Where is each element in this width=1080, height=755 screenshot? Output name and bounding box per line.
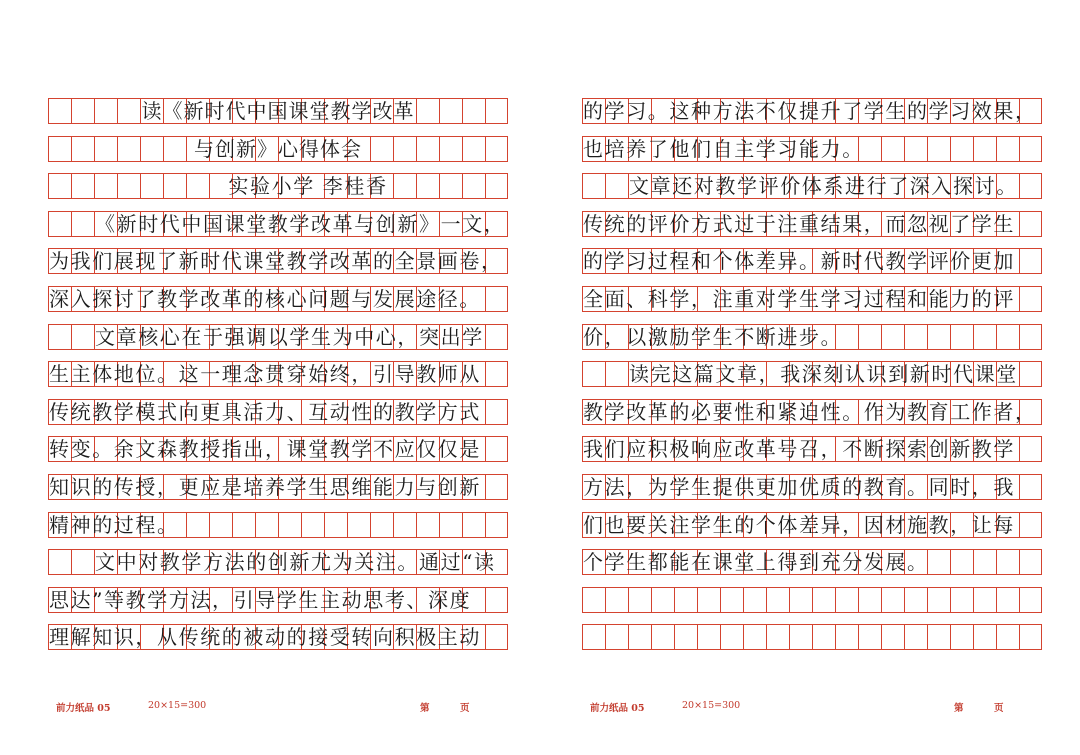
grid-row [582,136,1042,162]
grid-row [582,211,1042,237]
grid-row [48,399,508,425]
grid-row [582,324,1042,350]
grid-row-empty [582,624,1042,650]
essay-title-line-1: 读《新时代中国课堂教学改革 [141,99,415,123]
text-line: 理解知识，从传统的被动的接受转向积极主动 [49,625,481,650]
grid-row [48,173,508,199]
text-line: 也培养了他们自主学习能力。 [583,136,864,161]
grid-row [48,211,508,237]
grid-row [48,248,508,274]
grid-row [48,549,508,575]
author-line: 实验小学 李桂香 [228,174,388,199]
text-line: 读完这篇文章，我深刻认识到新时代课堂 [629,362,1018,387]
grid-row [582,399,1042,425]
page-number-prefix: 第 [954,703,964,714]
grid-row [48,136,508,162]
page-number-suffix: 页 [460,703,470,714]
text-line [583,588,1041,612]
grid-row-empty [582,587,1042,613]
grid-row [48,512,508,538]
text-line: 个学生都能在课堂上得到充分发展。 [583,550,929,575]
text-line: 教学改革的必要性和紧迫性。作为教育工作者， [583,399,1037,424]
grid-row [48,474,508,500]
page-number-suffix: 页 [994,703,1004,714]
text-line: 思达”等教学方法，引导学生主动思考、深度 [49,587,472,612]
grid-row [48,587,508,613]
grid-row [582,361,1042,387]
page-number-prefix: 第 [420,703,430,714]
text-line: 们也要关注学生的个体差异，因材施教，让每 [583,512,1015,537]
text-line: 价，以激励学生不断进步。 [583,324,843,349]
text-line: 文中对教学方法的创新尤为关注。通过“读 [95,550,496,575]
text-line: 为我们展现了新时代课堂教学改革的全景画卷， [49,249,503,274]
text-line: 的学习过程和个体差异。新时代教学评价更加 [583,249,1015,274]
grid-row [48,361,508,387]
grid-row [48,98,508,124]
grid-row [582,98,1042,124]
essay-title-line-2: 与创新》心得体会 [194,136,362,161]
text-line: 转变。余文森教授指出，课堂教学不应仅仅是 [49,437,481,462]
grid-row [582,436,1042,462]
left-manuscript-page [48,98,508,662]
text-line: 我们应积极响应改革号召，不断探索创新教学 [583,437,1015,462]
grid-row [582,173,1042,199]
paper-brand: 前力纸品 05 [590,703,645,714]
text-line: 传统教学模式向更具活力、互动性的教学方式 [49,399,481,424]
grid-row [48,436,508,462]
grid-row [582,474,1042,500]
text-line: 深入探讨了教学改革的核心问题与发展途径。 [49,286,481,311]
right-manuscript-page [582,98,1042,662]
right-page-footer [582,700,1042,714]
text-line: 《新时代中国课堂教学改革与创新》一文， [95,211,506,236]
text-line: 传统的评价方式过于注重结果，而忽视了学生 [583,211,1015,236]
paper-brand: 前力纸品 05 [56,703,111,714]
grid-spec: 20×15=300 [148,700,207,711]
text-line: 方法，为学生提供更加优质的教育。同时，我 [583,474,1015,499]
text-line: 的学习。这种方法不仅提升了学生的学习效果， [583,99,1037,123]
text-line: 精神的过程。 [49,512,179,537]
text-line: 文章核心在于强调以学生为中心，突出学 [95,324,484,349]
grid-row [48,624,508,650]
left-page-footer [48,700,508,714]
text-line: 知识的传授，更应是培养学生思维能力与创新 [49,474,481,499]
grid-row [48,324,508,350]
text-line [583,625,1041,649]
grid-row [48,286,508,312]
grid-spec: 20×15=300 [682,700,741,711]
grid-row [582,286,1042,312]
grid-row [582,512,1042,538]
text-line: 文章还对教学评价体系进行了深入探讨。 [629,174,1018,199]
grid-row [582,248,1042,274]
text-line: 生主体地位。这一理念贯穿始终，引导教师从 [49,362,481,387]
grid-row [582,549,1042,575]
text-line: 全面、科学，注重对学生学习过程和能力的评 [583,286,1015,311]
